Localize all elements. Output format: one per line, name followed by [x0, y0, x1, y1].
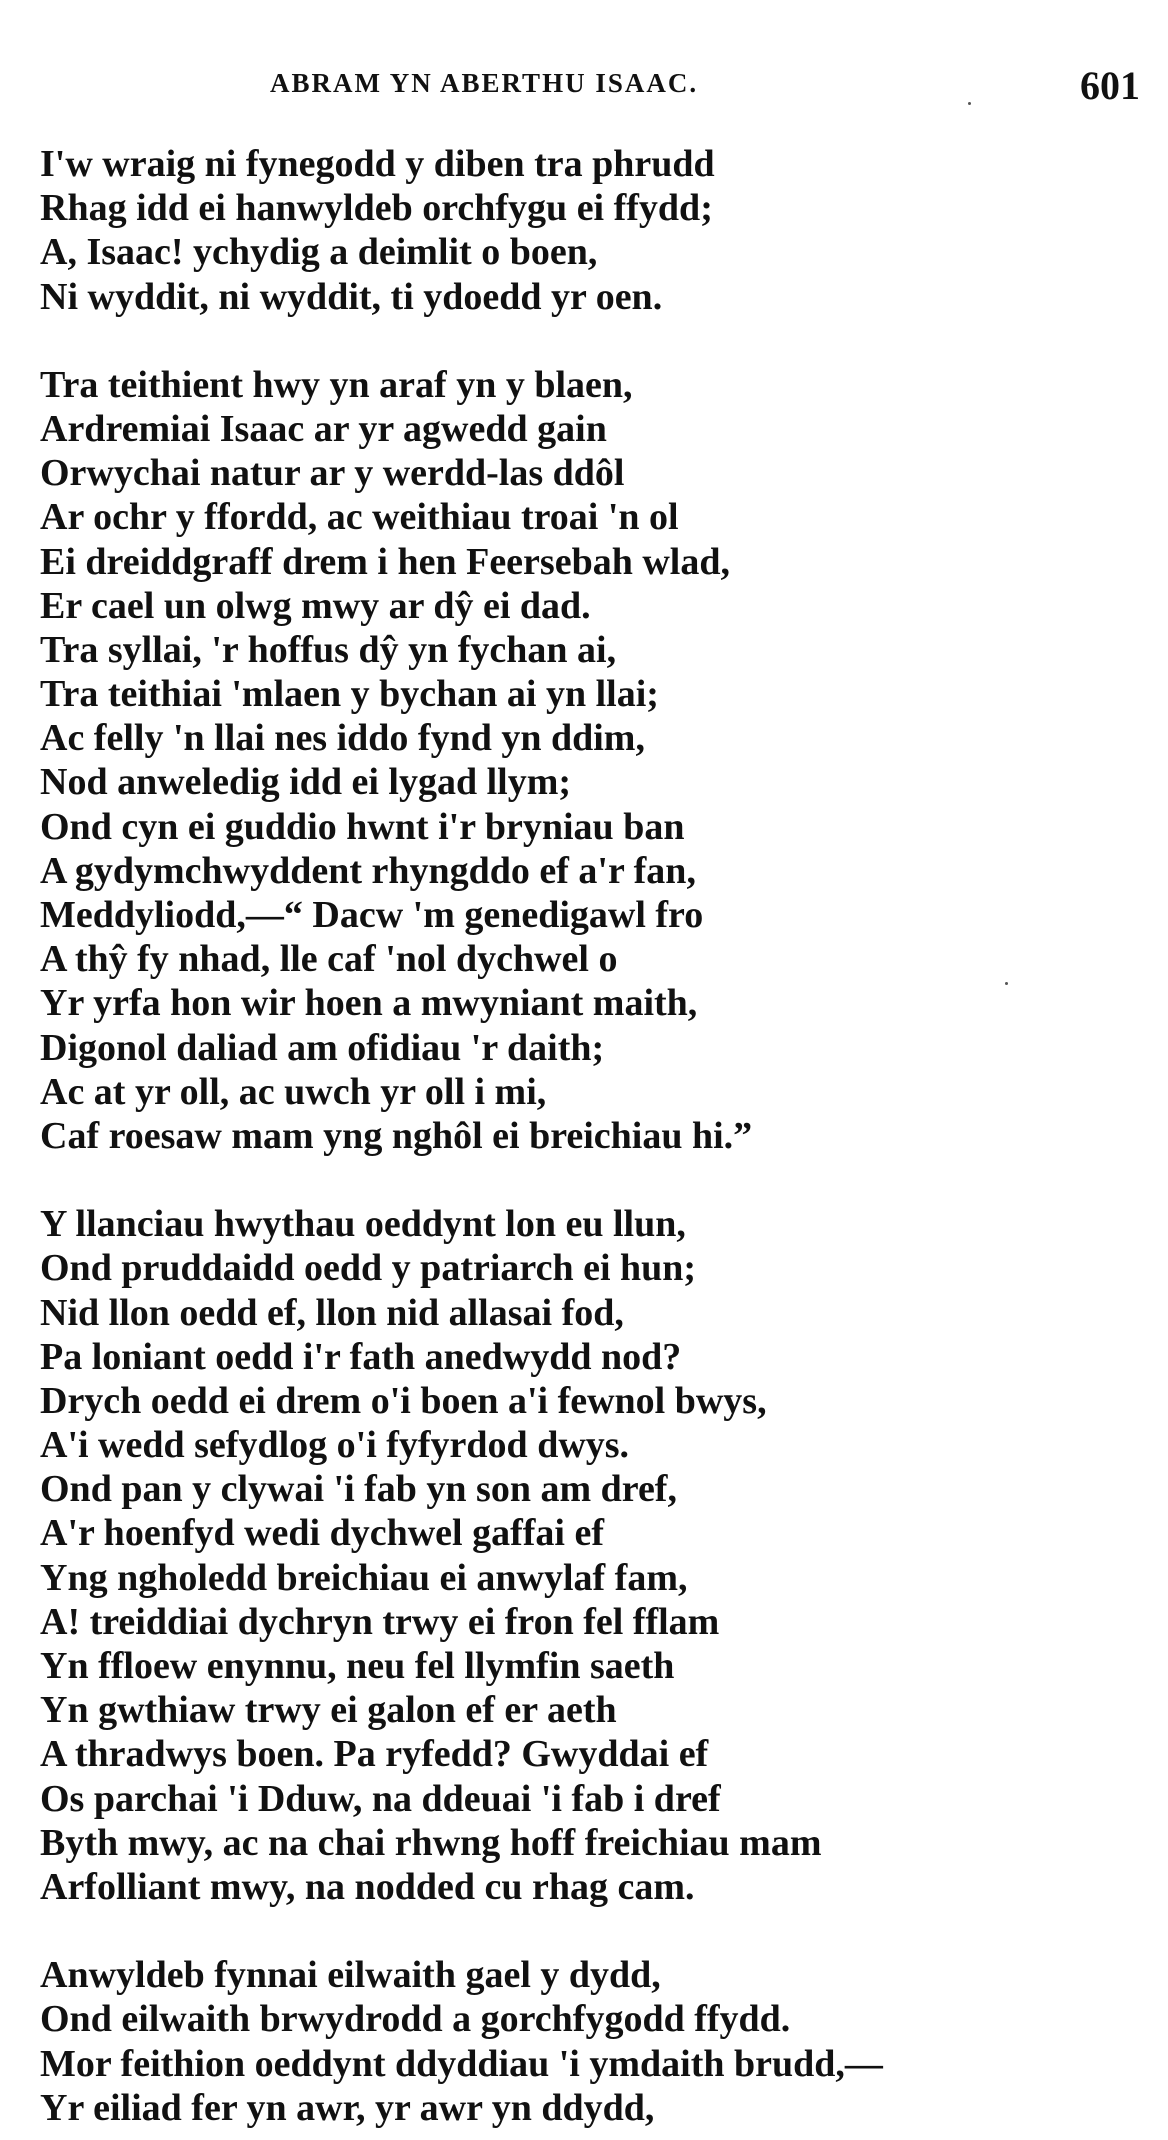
poem-line: Os parchai 'i Dduw, na ddeuai 'i fab i dref: [40, 1777, 721, 1820]
poem-line: Drych oedd ei drem o'i boen a'i fewnol bwys,: [40, 1379, 767, 1422]
page-number: 601: [1080, 63, 1140, 108]
poem-body: [40, 142, 1140, 2130]
poem-line: Meddyliodd,—“ Dacw 'm genedigawl fro: [40, 894, 704, 936]
poem-line: Ac felly 'n llai nes iddo fynd yn ddim,: [40, 717, 645, 760]
poem-line: Yr eiliad fer yn awr, yr awr yn ddydd,: [40, 2086, 655, 2129]
poem-line: A thradwys boen. Pa ryfedd? Gwyddai ef: [40, 1733, 709, 1776]
poem-line: Digonol daliad am ofidiau 'r daith;: [40, 1026, 605, 1069]
poem-line: A! treiddiai dychryn trwy ei fron fel fflam: [40, 1600, 720, 1643]
poem-line: Tra teithiai 'mlaen y bychan ai yn llai;: [40, 673, 659, 716]
poem-line: A, Isaac! ychydig a deimlit o boen,: [40, 231, 598, 274]
stanza: [40, 142, 1140, 319]
poem-line: Yng ngholedd breichiau ei anwylaf fam,: [40, 1556, 688, 1599]
poem-line: Tra teithient hwy yn araf yn y blaen,: [40, 363, 633, 406]
poem-line: Byth mwy, ac na chai rhwng hoff freichiau mam: [40, 1821, 822, 1864]
poem-line: A gydymchwyddent rhyngddo ef a'r fan,: [40, 849, 696, 892]
poem-line: Ond cyn ei guddio hwnt i'r bryniau ban: [40, 805, 685, 848]
poem-line: Tra syllai, 'r hoffus dŷ yn fychan ai,: [40, 628, 617, 671]
poem-line: Ond eilwaith brwydrodd a gorchfygodd ffydd.: [40, 1998, 791, 2041]
poem-line: I'w wraig ni fynegodd y diben tra phrudd: [40, 143, 715, 185]
poem-line: Er cael un olwg mwy ar dŷ ei dad.: [40, 584, 591, 627]
poem-line: Ardremiai Isaac ar yr agwedd gain: [40, 407, 607, 450]
poem-line: Ni wyddit, ni wyddit, ti ydoedd yr oen.: [40, 275, 663, 318]
poem-line: Rhag idd ei hanwyldeb orchfygu ei ffydd;: [40, 187, 713, 230]
poem-line: Ac at yr oll, ac uwch yr oll i mi,: [40, 1070, 547, 1113]
poem-line: Nod anweledig idd ei lygad llym;: [40, 761, 571, 804]
poem-line: Y llanciau hwythau oeddynt lon eu llun,: [40, 1203, 686, 1246]
poem-line: Ei dreiddgraff drem i hen Feersebah wlad,: [40, 540, 730, 583]
poem-line: Yr yrfa hon wir hoen a mwyniant maith,: [40, 982, 698, 1025]
poem-line: A thŷ fy nhad, lle caf 'nol dychwel o: [40, 938, 618, 981]
poem-line: Arfolliant mwy, na nodded cu rhag cam.: [40, 1865, 695, 1908]
stanza: [40, 1202, 1140, 1909]
running-title: ABRAM YN ABERTHU ISAAC.: [270, 68, 699, 98]
print-speck: [968, 102, 971, 105]
poem-line: Orwychai natur ar y werdd-las ddôl: [40, 452, 625, 495]
poem-line: A'r hoenfyd wedi dychwel gaffai ef: [40, 1512, 604, 1555]
poem-line: Yn ffloew enynnu, neu fel llymfin saeth: [40, 1645, 675, 1687]
poem-line: Yn gwthiaw trwy ei galon ef er aeth: [40, 1689, 617, 1732]
running-header: [0, 62, 1168, 108]
poem-line: Anwyldeb fynnai eilwaith gael y dydd,: [40, 1954, 661, 1997]
stanza: [40, 1953, 1140, 2130]
poem-line: A'i wedd sefydlog o'i fyfyrdod dwys.: [40, 1424, 630, 1467]
stanza: [40, 363, 1140, 1158]
poem-line: Pa loniant oedd i'r fath anedwydd nod?: [40, 1335, 682, 1378]
poem-line: Ar ochr y ffordd, ac weithiau troai 'n ol: [40, 496, 679, 539]
poem-line: Caf roesaw mam yng nghôl ei breichiau hi.”: [40, 1114, 753, 1157]
poem-line: Ond pan y clywai 'i fab yn son am dref,: [40, 1468, 677, 1511]
poem-line: Ond pruddaidd oedd y patriarch ei hun;: [40, 1247, 697, 1290]
poem-line: Mor feithion oeddynt ddyddiau 'i ymdaith brudd,—: [40, 2042, 883, 2085]
poem-line: Nid llon oedd ef, llon nid allasai fod,: [40, 1291, 624, 1334]
